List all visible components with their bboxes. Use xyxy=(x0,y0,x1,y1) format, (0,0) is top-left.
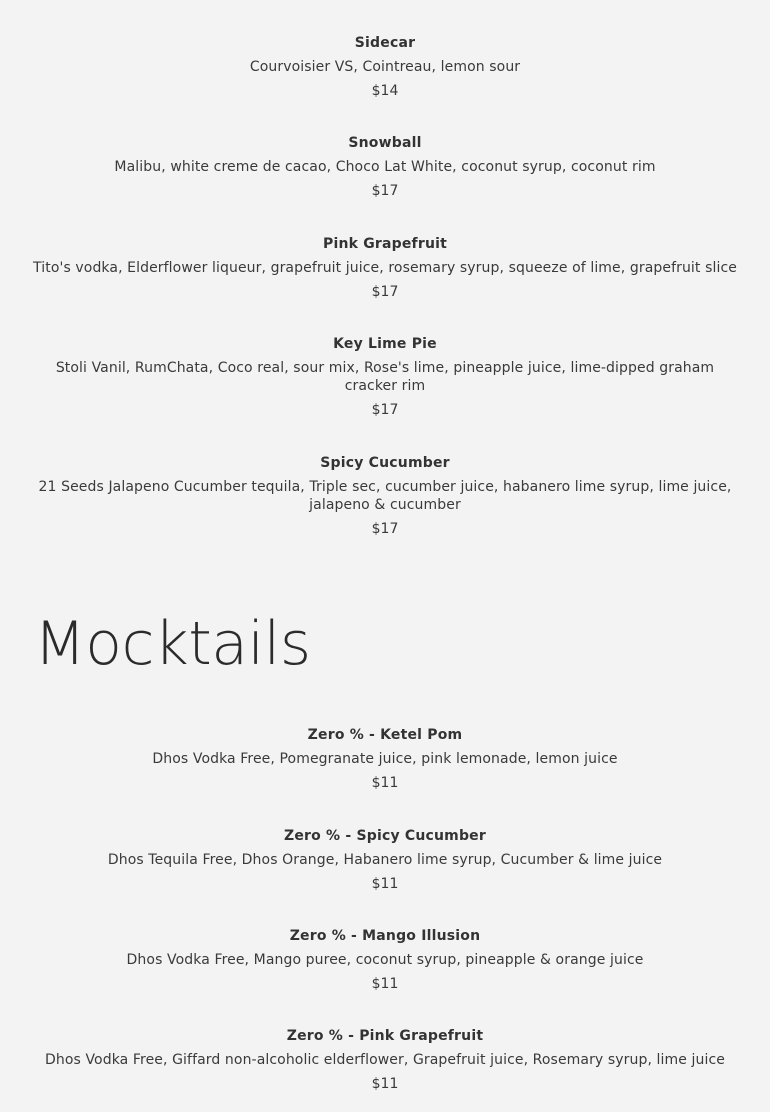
menu-item-zero-mango-illusion xyxy=(30,927,740,993)
item-description: Stoli Vanil, RumChata, Coco real, sour mix, Rose's lime, pineapple juice, lime-dipped graham cracker rim xyxy=(55,360,715,394)
item-price: $11 xyxy=(371,775,399,791)
item-price: $17 xyxy=(371,183,399,199)
item-name: Spicy Cucumber xyxy=(320,455,450,471)
item-name: Pink Grapefruit xyxy=(322,236,448,252)
item-description: Dhos Tequila Free, Dhos Orange, Habanero lime syrup, Cucumber & lime juice xyxy=(107,852,663,868)
menu-item-key-lime-pie xyxy=(30,335,740,419)
item-price: $11 xyxy=(371,976,399,992)
menu-item-zero-ketel-pom xyxy=(30,726,740,792)
item-price: $17 xyxy=(371,402,399,418)
menu-item-pink-grapefruit xyxy=(30,235,740,301)
menu-item-spicy-cucumber xyxy=(30,454,740,538)
menu-item-zero-pink-grapefruit xyxy=(30,1027,740,1093)
item-description: Dhos Vodka Free, Giffard non-alcoholic elderflower, Grapefruit juice, Rosemary syrup, lime juice xyxy=(45,1052,725,1068)
menu-item-sidecar xyxy=(30,34,740,100)
item-name: Zero % - Spicy Cucumber xyxy=(284,828,486,844)
item-price: $11 xyxy=(371,1076,399,1092)
menu-item-zero-spicy-cucumber xyxy=(30,827,740,893)
section-title-mocktails: Mocktails xyxy=(34,609,311,679)
item-description: Malibu, white creme de cacao, Choco Lat White, coconut syrup, coconut rim xyxy=(114,159,656,175)
item-price: $17 xyxy=(371,521,399,537)
item-price: $14 xyxy=(371,83,399,99)
item-description: Tito's vodka, Elderflower liqueur, grapefruit juice, rosemary syrup, squeeze of lime, grapefruit slice xyxy=(33,260,737,276)
item-name: Zero % - Mango Illusion xyxy=(289,928,481,944)
item-description: Dhos Vodka Free, Mango puree, coconut syrup, pineapple & orange juice xyxy=(126,952,644,968)
item-description: Dhos Vodka Free, Pomegranate juice, pink lemonade, lemon juice xyxy=(152,751,618,767)
item-description: 21 Seeds Jalapeno Cucumber tequila, Triple sec, cucumber juice, habanero lime syrup, lime juice, jalapeno & cucumber xyxy=(38,479,732,513)
item-name: Snowball xyxy=(348,135,422,151)
item-price: $17 xyxy=(371,284,399,300)
item-description: Courvoisier VS, Cointreau, lemon sour xyxy=(249,59,521,75)
item-name: Zero % - Ketel Pom xyxy=(307,727,463,743)
item-name: Zero % - Pink Grapefruit xyxy=(286,1028,484,1044)
menu-item-snowball xyxy=(30,134,740,200)
item-price: $11 xyxy=(371,876,399,892)
item-name: Sidecar xyxy=(354,35,416,51)
item-name: Key Lime Pie xyxy=(333,336,437,352)
